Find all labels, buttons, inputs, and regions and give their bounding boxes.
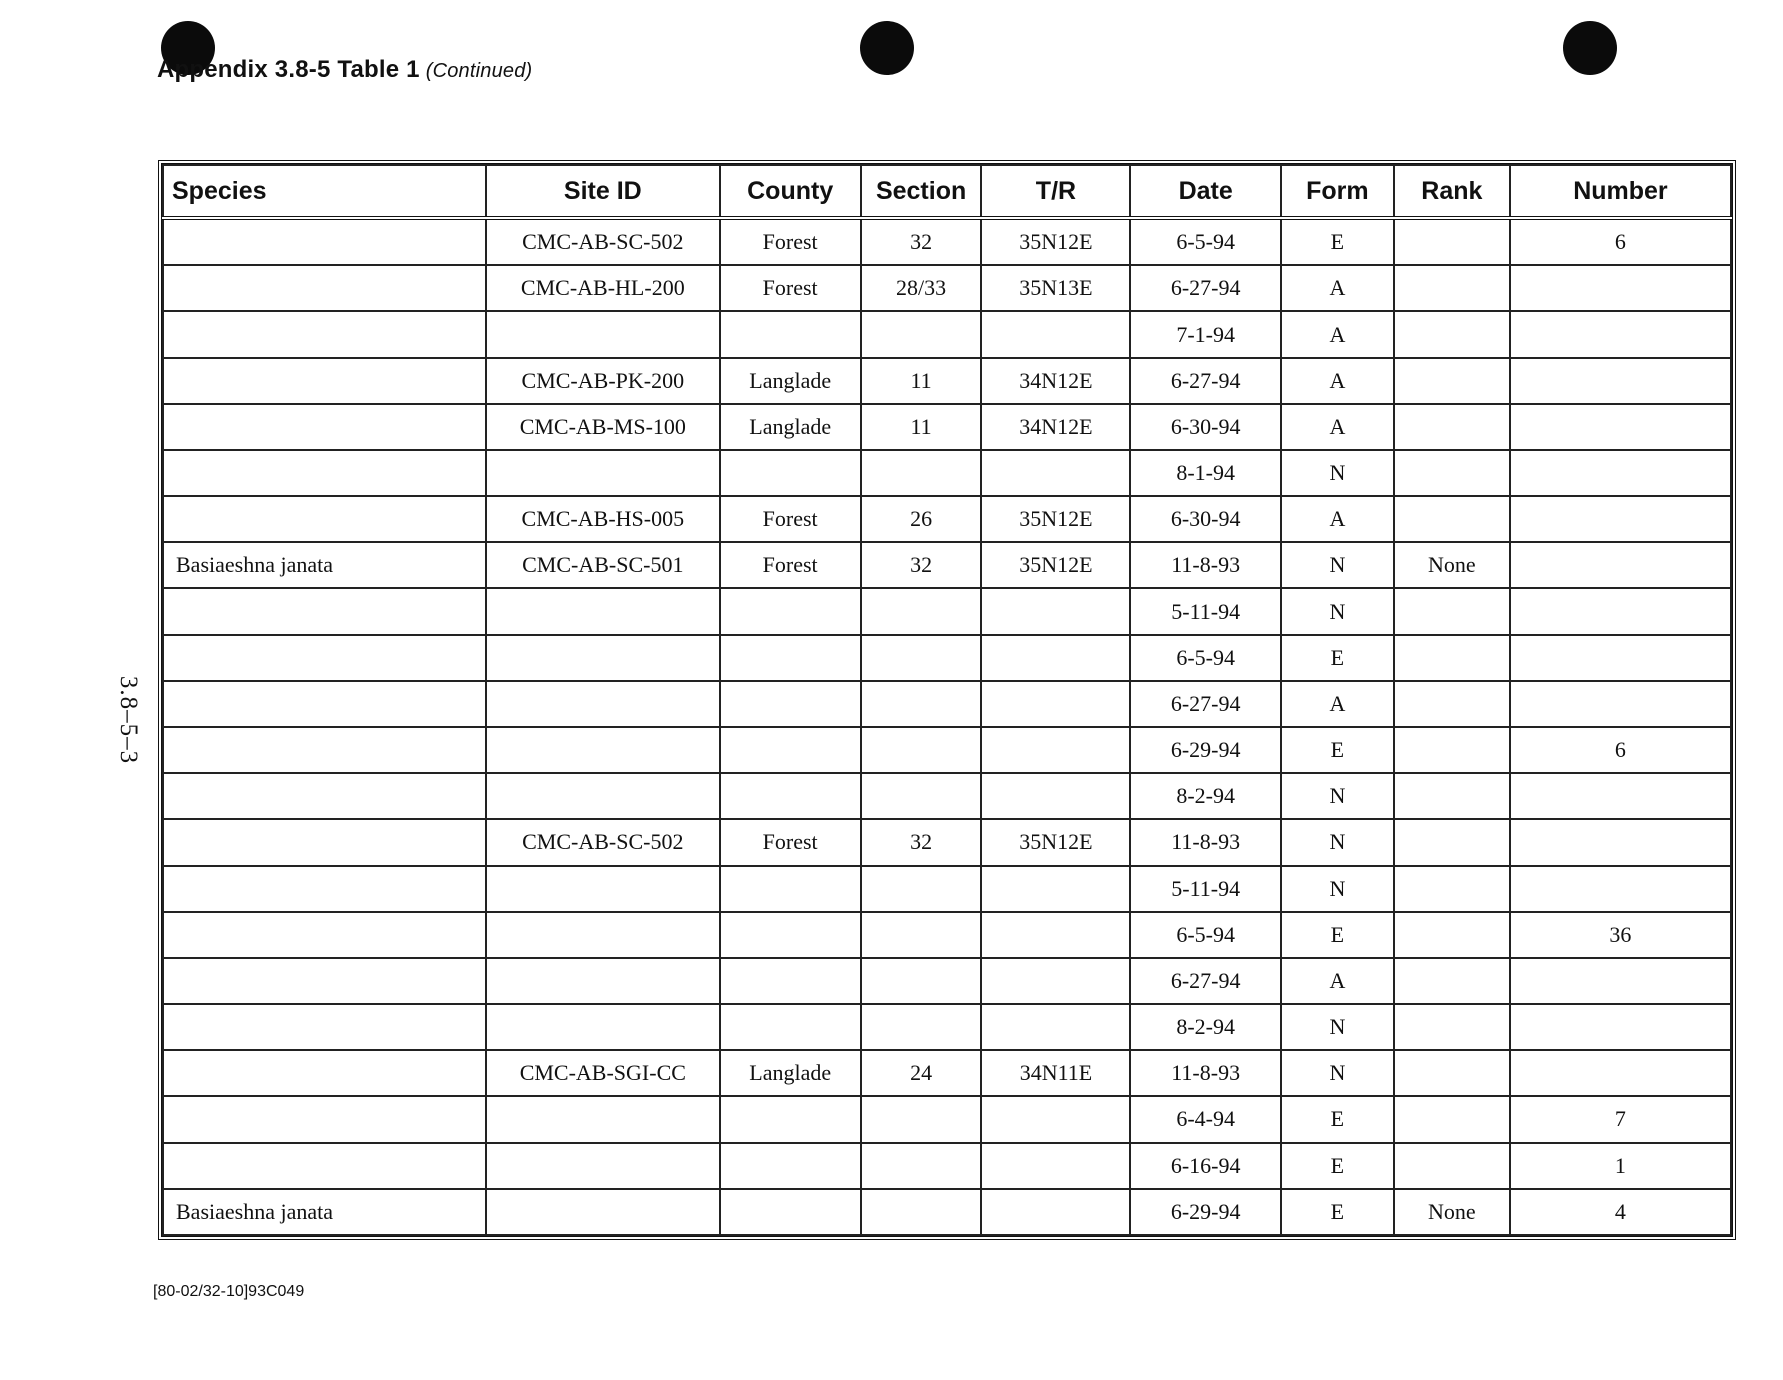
cell-date: 6-29-94 — [1130, 1189, 1281, 1235]
cell-county — [720, 1004, 861, 1050]
cell-township-range — [981, 588, 1130, 634]
cell-county — [720, 311, 861, 357]
cell-site-id — [486, 450, 720, 496]
cell-form: E — [1281, 1096, 1394, 1142]
cell-number — [1510, 588, 1731, 634]
cell-county: Forest — [720, 542, 861, 588]
cell-section: 28/33 — [861, 265, 982, 311]
cell-species — [163, 727, 486, 773]
table-row — [163, 1143, 1731, 1189]
column-header-date: Date — [1130, 165, 1281, 218]
cell-species — [163, 635, 486, 681]
cell-form: A — [1281, 496, 1394, 542]
table-row — [163, 866, 1731, 912]
cell-county — [720, 588, 861, 634]
cell-rank — [1394, 404, 1510, 450]
cell-site-id: CMC-AB-SC-502 — [486, 819, 720, 865]
cell-date: 6-30-94 — [1130, 496, 1281, 542]
cell-species — [163, 958, 486, 1004]
cell-number — [1510, 358, 1731, 404]
cell-township-range — [981, 681, 1130, 727]
cell-county: Forest — [720, 496, 861, 542]
cell-date: 6-5-94 — [1130, 218, 1281, 265]
cell-county: Langlade — [720, 358, 861, 404]
cell-species: Basiaeshna janata — [163, 542, 486, 588]
cell-site-id: CMC-AB-HS-005 — [486, 496, 720, 542]
cell-rank — [1394, 819, 1510, 865]
cell-township-range: 35N12E — [981, 819, 1130, 865]
cell-county — [720, 1096, 861, 1142]
title-text: Appendix 3.8-5 Table 1 — [157, 56, 420, 83]
cell-county — [720, 773, 861, 819]
cell-form: E — [1281, 218, 1394, 265]
cell-date: 11-8-93 — [1130, 819, 1281, 865]
cell-number — [1510, 265, 1731, 311]
title-subtitle: (Continued) — [425, 60, 533, 82]
cell-section — [861, 773, 982, 819]
cell-date: 11-8-93 — [1130, 1050, 1281, 1096]
cell-section: 32 — [861, 218, 982, 265]
cell-rank — [1394, 635, 1510, 681]
cell-date: 5-11-94 — [1130, 866, 1281, 912]
table-row — [163, 958, 1731, 1004]
cell-date: 5-11-94 — [1130, 588, 1281, 634]
cell-number — [1510, 1004, 1731, 1050]
table-row — [163, 1050, 1731, 1096]
cell-form: E — [1281, 912, 1394, 958]
table-row — [163, 450, 1731, 496]
cell-township-range — [981, 450, 1130, 496]
cell-number — [1510, 681, 1731, 727]
column-header-township-range: T/R — [981, 165, 1130, 218]
cell-township-range — [981, 1143, 1130, 1189]
cell-species — [163, 1050, 486, 1096]
cell-form: A — [1281, 681, 1394, 727]
cell-site-id — [486, 727, 720, 773]
cell-form: A — [1281, 358, 1394, 404]
punch-hole — [860, 21, 914, 75]
cell-section — [861, 681, 982, 727]
column-header-species: Species — [163, 165, 486, 218]
cell-rank — [1394, 958, 1510, 1004]
cell-number — [1510, 635, 1731, 681]
cell-form: E — [1281, 727, 1394, 773]
cell-species — [163, 681, 486, 727]
table-row — [163, 404, 1731, 450]
cell-form: A — [1281, 265, 1394, 311]
species-table-frame — [158, 160, 1736, 1240]
cell-county — [720, 635, 861, 681]
cell-date: 6-5-94 — [1130, 635, 1281, 681]
cell-site-id — [486, 1096, 720, 1142]
cell-form: N — [1281, 1050, 1394, 1096]
punch-hole — [1563, 21, 1617, 75]
cell-township-range — [981, 958, 1130, 1004]
cell-species — [163, 265, 486, 311]
cell-form: A — [1281, 404, 1394, 450]
cell-township-range — [981, 1096, 1130, 1142]
column-header-form: Form — [1281, 165, 1394, 218]
cell-section: 26 — [861, 496, 982, 542]
column-header-site-id: Site ID — [486, 165, 720, 218]
cell-township-range — [981, 311, 1130, 357]
cell-date: 8-1-94 — [1130, 450, 1281, 496]
cell-form: N — [1281, 542, 1394, 588]
cell-date: 6-27-94 — [1130, 265, 1281, 311]
cell-site-id: CMC-AB-HL-200 — [486, 265, 720, 311]
cell-rank — [1394, 358, 1510, 404]
cell-date: 6-29-94 — [1130, 727, 1281, 773]
cell-county — [720, 450, 861, 496]
cell-date: 6-30-94 — [1130, 404, 1281, 450]
cell-section — [861, 866, 982, 912]
cell-township-range: 35N12E — [981, 542, 1130, 588]
cell-site-id: CMC-AB-SC-501 — [486, 542, 720, 588]
cell-township-range — [981, 635, 1130, 681]
cell-rank — [1394, 912, 1510, 958]
cell-site-id — [486, 958, 720, 1004]
cell-rank — [1394, 866, 1510, 912]
cell-county — [720, 912, 861, 958]
column-header-county: County — [720, 165, 861, 218]
cell-form: N — [1281, 866, 1394, 912]
cell-species — [163, 866, 486, 912]
cell-species — [163, 912, 486, 958]
cell-form: A — [1281, 311, 1394, 357]
cell-number: 1 — [1510, 1143, 1731, 1189]
cell-form: N — [1281, 1004, 1394, 1050]
cell-township-range — [981, 773, 1130, 819]
table-row — [163, 496, 1731, 542]
cell-form: N — [1281, 819, 1394, 865]
cell-county — [720, 1189, 861, 1235]
cell-county — [720, 958, 861, 1004]
cell-form: E — [1281, 1143, 1394, 1189]
cell-rank — [1394, 1143, 1510, 1189]
cell-date: 8-2-94 — [1130, 1004, 1281, 1050]
cell-township-range: 34N12E — [981, 404, 1130, 450]
cell-number — [1510, 958, 1731, 1004]
cell-site-id — [486, 588, 720, 634]
cell-section — [861, 1004, 982, 1050]
cell-number: 6 — [1510, 218, 1731, 265]
cell-township-range: 35N13E — [981, 265, 1130, 311]
cell-number: 36 — [1510, 912, 1731, 958]
table-row — [163, 773, 1731, 819]
cell-site-id — [486, 311, 720, 357]
cell-number: 7 — [1510, 1096, 1731, 1142]
cell-rank — [1394, 1050, 1510, 1096]
cell-township-range — [981, 1189, 1130, 1235]
cell-township-range: 34N11E — [981, 1050, 1130, 1096]
cell-form: N — [1281, 588, 1394, 634]
cell-form: E — [1281, 635, 1394, 681]
cell-rank — [1394, 311, 1510, 357]
cell-rank — [1394, 773, 1510, 819]
cell-rank — [1394, 218, 1510, 265]
cell-township-range: 35N12E — [981, 218, 1130, 265]
species-table — [162, 164, 1732, 1236]
table-row — [163, 1004, 1731, 1050]
cell-number — [1510, 819, 1731, 865]
cell-section — [861, 1143, 982, 1189]
cell-section: 11 — [861, 404, 982, 450]
cell-species — [163, 404, 486, 450]
cell-county — [720, 681, 861, 727]
cell-section — [861, 588, 982, 634]
cell-site-id — [486, 1143, 720, 1189]
cell-species — [163, 819, 486, 865]
cell-township-range: 35N12E — [981, 496, 1130, 542]
cell-number — [1510, 404, 1731, 450]
cell-species — [163, 1004, 486, 1050]
cell-species: Basiaeshna janata — [163, 1189, 486, 1235]
cell-site-id — [486, 1189, 720, 1235]
cell-township-range: 34N12E — [981, 358, 1130, 404]
cell-section — [861, 1189, 982, 1235]
cell-form: N — [1281, 773, 1394, 819]
cell-section — [861, 450, 982, 496]
cell-species — [163, 1096, 486, 1142]
cell-rank — [1394, 588, 1510, 634]
cell-rank — [1394, 450, 1510, 496]
cell-county: Langlade — [720, 1050, 861, 1096]
cell-number — [1510, 450, 1731, 496]
cell-date: 6-4-94 — [1130, 1096, 1281, 1142]
table-body — [163, 218, 1731, 1235]
cell-section: 32 — [861, 819, 982, 865]
cell-site-id — [486, 866, 720, 912]
cell-section — [861, 1096, 982, 1142]
table-row — [163, 635, 1731, 681]
table-row — [163, 681, 1731, 727]
cell-township-range — [981, 912, 1130, 958]
cell-species — [163, 218, 486, 265]
page-title — [157, 56, 532, 84]
cell-rank — [1394, 265, 1510, 311]
cell-date: 7-1-94 — [1130, 311, 1281, 357]
cell-section — [861, 635, 982, 681]
cell-species — [163, 358, 486, 404]
cell-date: 6-27-94 — [1130, 958, 1281, 1004]
column-header-section: Section — [861, 165, 982, 218]
cell-site-id: CMC-AB-SC-502 — [486, 218, 720, 265]
cell-county: Langlade — [720, 404, 861, 450]
cell-section — [861, 727, 982, 773]
cell-species — [163, 588, 486, 634]
table-row — [163, 1096, 1731, 1142]
cell-site-id — [486, 1004, 720, 1050]
table-row — [163, 588, 1731, 634]
cell-county — [720, 866, 861, 912]
cell-number — [1510, 773, 1731, 819]
cell-date: 6-5-94 — [1130, 912, 1281, 958]
cell-section: 32 — [861, 542, 982, 588]
cell-section — [861, 958, 982, 1004]
cell-site-id — [486, 635, 720, 681]
cell-township-range — [981, 866, 1130, 912]
cell-county: Forest — [720, 265, 861, 311]
cell-species — [163, 1143, 486, 1189]
cell-rank: None — [1394, 542, 1510, 588]
table-row — [163, 358, 1731, 404]
cell-rank — [1394, 1004, 1510, 1050]
document-code: [80-02/32-10]93C049 — [153, 1283, 305, 1300]
cell-form: A — [1281, 958, 1394, 1004]
cell-county: Forest — [720, 819, 861, 865]
cell-site-id: CMC-AB-SGI-CC — [486, 1050, 720, 1096]
cell-number: 4 — [1510, 1189, 1731, 1235]
cell-species — [163, 773, 486, 819]
table-row — [163, 542, 1731, 588]
cell-county — [720, 727, 861, 773]
cell-date: 6-27-94 — [1130, 358, 1281, 404]
cell-form: E — [1281, 1189, 1394, 1235]
side-page-number: 3.8–5–3 — [115, 675, 142, 765]
column-header-rank: Rank — [1394, 165, 1510, 218]
cell-site-id — [486, 912, 720, 958]
cell-rank — [1394, 681, 1510, 727]
cell-site-id: CMC-AB-MS-100 — [486, 404, 720, 450]
table-row — [163, 265, 1731, 311]
cell-rank: None — [1394, 1189, 1510, 1235]
cell-site-id — [486, 773, 720, 819]
column-header-number: Number — [1510, 165, 1731, 218]
cell-rank — [1394, 727, 1510, 773]
cell-site-id: CMC-AB-PK-200 — [486, 358, 720, 404]
cell-number — [1510, 496, 1731, 542]
table-row — [163, 727, 1731, 773]
cell-date: 6-27-94 — [1130, 681, 1281, 727]
cell-section — [861, 912, 982, 958]
cell-species — [163, 450, 486, 496]
table-row — [163, 311, 1731, 357]
cell-form: N — [1281, 450, 1394, 496]
cell-rank — [1394, 496, 1510, 542]
table-row — [163, 218, 1731, 265]
table-row — [163, 1189, 1731, 1235]
cell-date: 11-8-93 — [1130, 542, 1281, 588]
cell-section — [861, 311, 982, 357]
cell-county — [720, 1143, 861, 1189]
cell-township-range — [981, 1004, 1130, 1050]
cell-number — [1510, 866, 1731, 912]
cell-site-id — [486, 681, 720, 727]
cell-date: 8-2-94 — [1130, 773, 1281, 819]
table-row — [163, 912, 1731, 958]
cell-species — [163, 311, 486, 357]
table-header-row — [163, 165, 1731, 218]
cell-number: 6 — [1510, 727, 1731, 773]
cell-section: 11 — [861, 358, 982, 404]
cell-rank — [1394, 1096, 1510, 1142]
cell-date: 6-16-94 — [1130, 1143, 1281, 1189]
cell-section: 24 — [861, 1050, 982, 1096]
cell-species — [163, 496, 486, 542]
cell-number — [1510, 542, 1731, 588]
cell-county: Forest — [720, 218, 861, 265]
cell-number — [1510, 311, 1731, 357]
cell-township-range — [981, 727, 1130, 773]
table-row — [163, 819, 1731, 865]
cell-number — [1510, 1050, 1731, 1096]
